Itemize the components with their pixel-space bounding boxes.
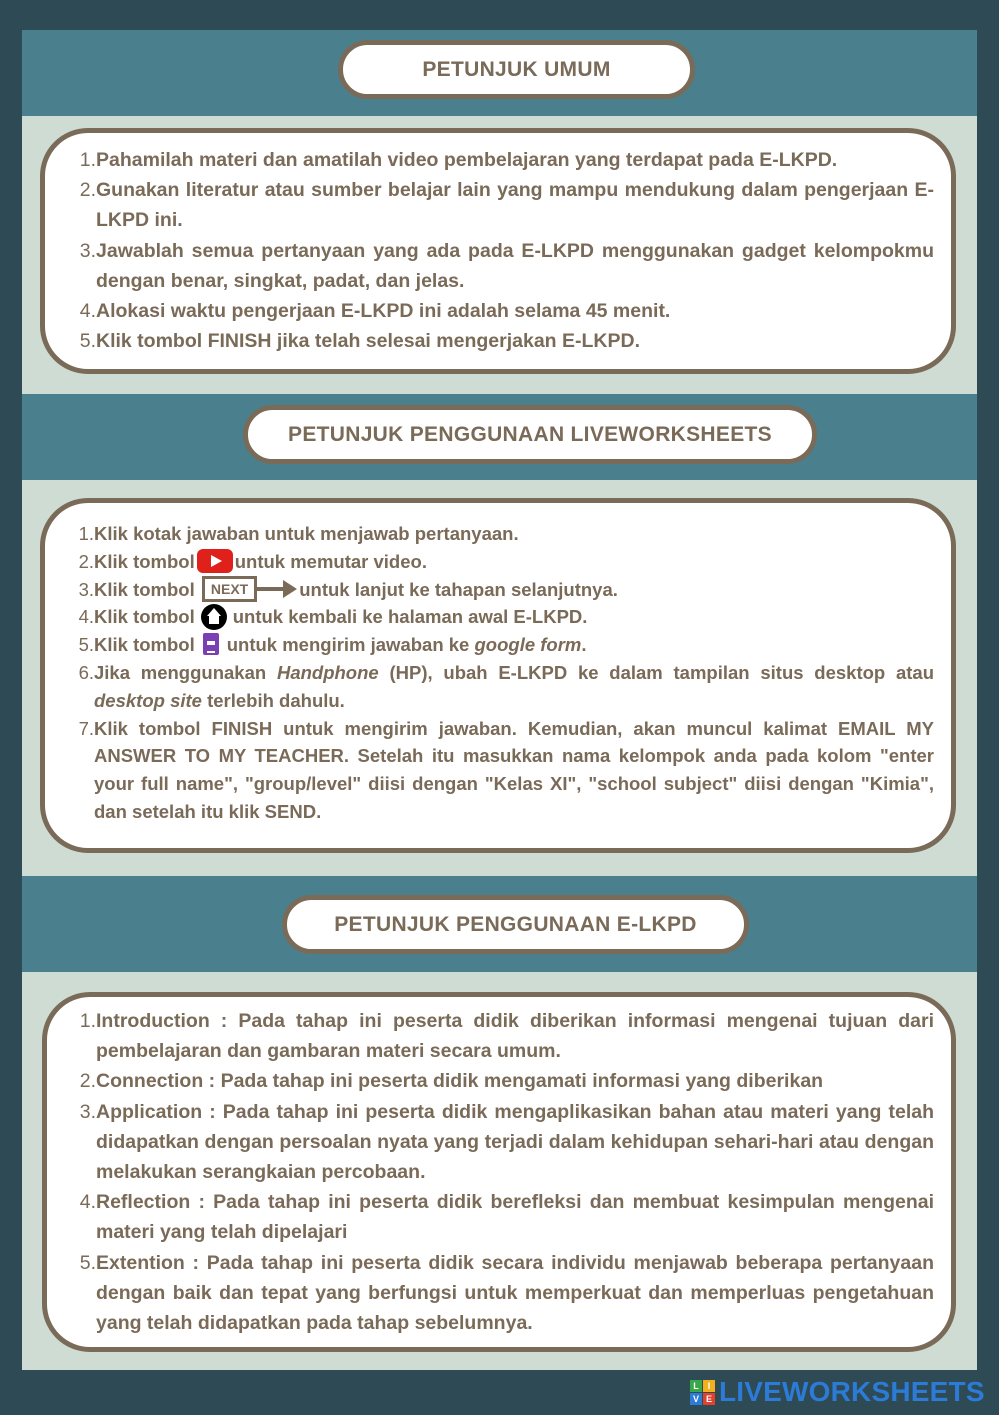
list-petunjuk-liveworksheets	[76, 520, 934, 826]
title-petunjuk-elkpd: PETUNJUK PENGGUNAAN E-LKPD	[282, 895, 749, 954]
list-item: 6. Jika menggunakan Handphone (HP), ubah E-LKPD ke dalam tampilan situs desktop atau desktop site terlebih dahulu.	[78, 661, 935, 711]
list-item: 1. Pahamilah materi dan amatilah video pembelajaran yang terdapat pada E-LKPD.	[79, 149, 838, 171]
list-item: 1. Klik kotak jawaban untuk menjawab pertanyaan.	[78, 523, 519, 544]
home-icon[interactable]	[201, 604, 227, 630]
list-petunjuk-umum	[76, 145, 934, 356]
list-item: 1. Introduction : Pada tahap ini peserta didik diberikan informasi mengenai tujuan dari pembelajaran dan gambaran materi secara umum.	[79, 1010, 934, 1063]
liveworksheets-logo[interactable]	[690, 1377, 985, 1407]
list-item: 5. Extention : Pada tahap ini peserta didik secara individu menjawab beberapa pertanyaan dengan baik dan tepat yang berfungsi untuk memperkuat dan memperluas pengetahuan yang telah didapatkan pada tahap sebelumnya.	[79, 1251, 934, 1335]
list-item: 3. Jawablah semua pertanyaan yang ada pada E-LKPD menggunakan gadget kelompokmu dengan benar, singkat, padat, dan jelas.	[79, 239, 934, 292]
list-item: 4. Klik tombol untuk kembali ke halaman awal E-LKPD.	[76, 603, 934, 631]
next-button[interactable]	[202, 576, 297, 602]
next-button-label: NEXT	[202, 576, 257, 602]
list-item: 3. Application : Pada tahap ini peserta didik mengaplikasikan bahan atau materi yang telah didapatkan dengan persoalan nyata yang terjadi dalam kehidupan sehari-hari atau dengan melakukan serangkaian percobaan.	[79, 1100, 934, 1184]
list-petunjuk-elkpd	[76, 1006, 934, 1338]
arrow-head-icon	[283, 580, 297, 598]
list-item: 7. Klik tombol FINISH untuk mengirim jawaban. Kemudian, akan muncul kalimat EMAIL MY ANSWER TO MY TEACHER. Setelah itu masukkan nama kelompok anda pada kolom "enter your full name", "group/level" diisi dengan "Kelas XI", "school subject" diisi dengan "Kimia", dan setelah itu klik SEND.	[78, 717, 934, 822]
list-item: 2. Klik tombol untuk memutar video.	[78, 550, 427, 572]
list-item: 5. Klik tombol FINISH jika telah selesai mengerjakan E-LKPD.	[79, 330, 640, 353]
list-item: 4. Reflection : Pada tahap ini peserta didik berefleksi dan membuat kesimpulan mengenai materi yang telah dipelajari	[79, 1191, 934, 1244]
logo-text: LIVEWORKSHEETS	[719, 1376, 985, 1407]
list-item: 3. Klik tombol NEXT untuk lanjut ke tahapan selanjutnya.	[76, 576, 934, 604]
logo-squares-icon: L I V E	[690, 1380, 715, 1405]
next-arrow-icon	[257, 587, 283, 591]
list-item: 2. Gunakan literatur atau sumber belajar lain yang mampu mendukung dalam pengerjaan E-LKPD ini.	[79, 179, 934, 232]
list-item: 4. Alokasi waktu pengerjaan E-LKPD ini adalah selama 45 menit.	[79, 300, 671, 323]
title-petunjuk-liveworksheets: PETUNJUK PENGGUNAAN LIVEWORKSHEETS	[243, 405, 817, 464]
youtube-play-icon[interactable]	[197, 549, 233, 573]
list-item: 5. Klik tombol untuk mengirim jawaban ke google form.	[78, 634, 587, 656]
list-item: 2. Connection : Pada tahap ini peserta didik mengamati informasi yang diberikan	[79, 1070, 824, 1093]
title-petunjuk-umum: PETUNJUK UMUM	[338, 40, 695, 99]
google-forms-icon[interactable]	[203, 633, 219, 655]
